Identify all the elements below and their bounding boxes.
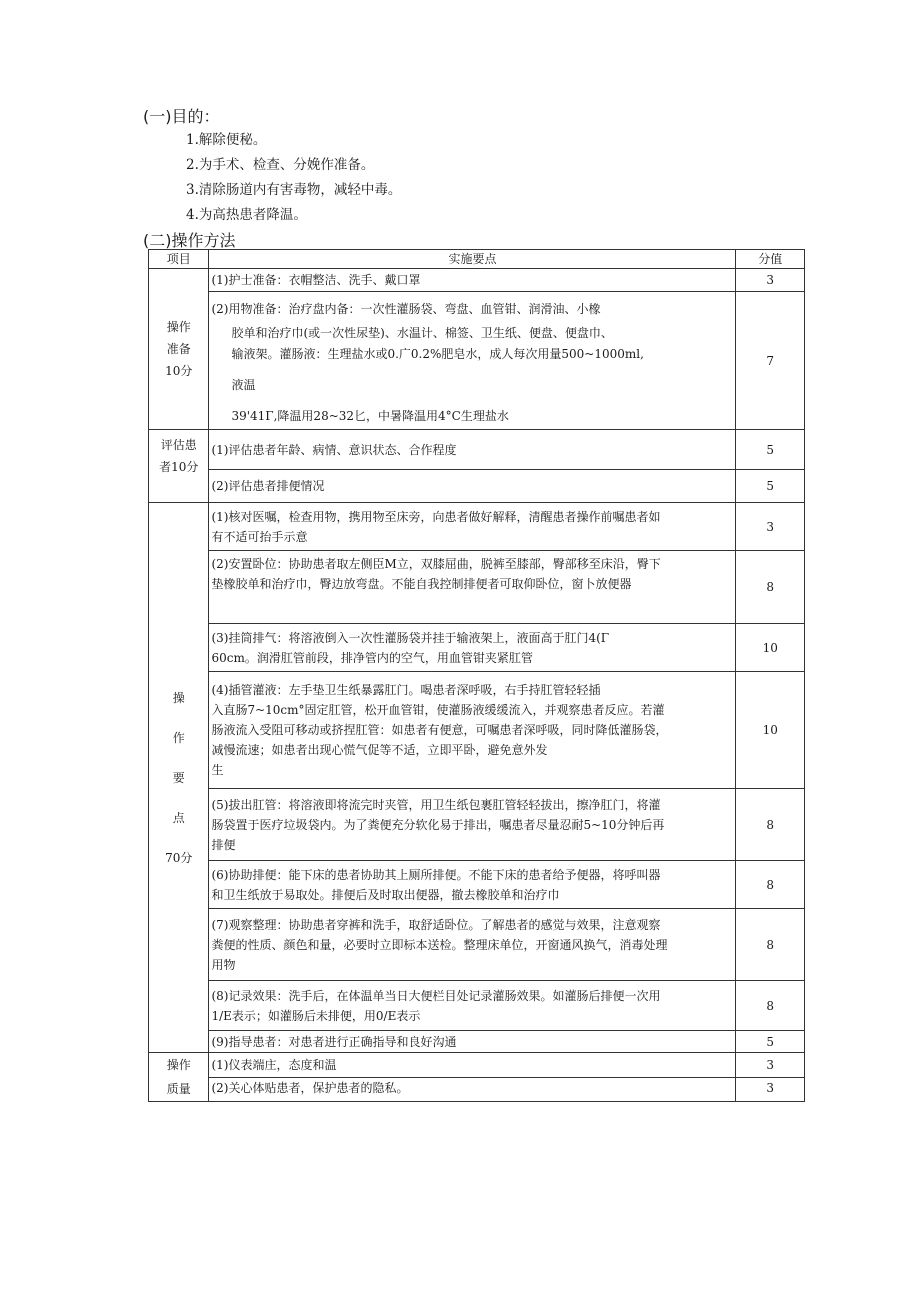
- table-row: [149, 1053, 805, 1078]
- point-text: (1)评估患者年龄、病情、意识状态、合作程度: [209, 430, 736, 470]
- scoring-table: [148, 249, 805, 1102]
- score-value: 3: [736, 503, 805, 551]
- point-text: (3)挂筒排气：将溶液倒入一次性灌肠袋并挂于输液架上，液面高于肛门4(Γ 60cm。润滑肛管前段，排净管内的空气，用血管钳夹紧肛管: [209, 624, 736, 672]
- score-value: 3: [736, 1053, 805, 1078]
- table-row: [149, 430, 805, 470]
- table-row: [149, 981, 805, 1031]
- score-value: 8: [736, 981, 805, 1031]
- table-row: [149, 624, 805, 672]
- purpose-heading: (一)目的：: [143, 107, 220, 126]
- score-value: 8: [736, 861, 805, 909]
- table-row: [149, 909, 805, 981]
- purpose-item-1: 1.解除便秘。: [186, 132, 267, 148]
- point-text: (6)协助排便：能下床的患者协助其上厕所排便。不能下床的患者给予便器，将呼叫器 和卫生纸放于易取处。排便后及时取出便器，撤去橡胶单和治疗巾: [209, 861, 736, 909]
- score-value: 5: [736, 430, 805, 470]
- purpose-item-2: 2.为手术、检查、分娩作准备。: [186, 157, 375, 173]
- score-value: 8: [736, 551, 805, 624]
- purpose-item-3: 3.清除肠道内有害毒物，减轻中毒。: [186, 182, 402, 198]
- table-row: [149, 292, 805, 430]
- point-text: (2)评估患者排便情况: [209, 470, 736, 503]
- score-value: 3: [736, 269, 805, 292]
- purpose-item-4: 4.为高热患者降温。: [186, 207, 307, 223]
- score-value: 8: [736, 909, 805, 981]
- table-row: [149, 1031, 805, 1053]
- table-row: [149, 470, 805, 503]
- score-value: 5: [736, 470, 805, 503]
- point-text: (1)仪表端庄，态度和温: [209, 1053, 736, 1078]
- table-row: [149, 269, 805, 292]
- point-text: (1)护士准备：衣帽整洁、洗手、戴口罩: [209, 269, 736, 292]
- score-value: 8: [736, 789, 805, 861]
- score-value: 7: [736, 292, 805, 430]
- point-text: (2)安置卧位：协助患者取左侧臣M立，双膝屈曲，脱裤至膝部，臀部移至床沿，臀下 垫橡胶单和治疗巾，臀边放弯盘。不能自我控制排便者可取仰卧位，窗卜放便器: [209, 551, 736, 624]
- score-value: 5: [736, 1031, 805, 1053]
- point-text: (8)记录效果：洗手后，在体温单当日大便栏目处记录灌肠效果。如灌肠后排便一次用 1/E表示；如灌肠后未排便，用0/E表示: [209, 981, 736, 1031]
- section-label-assess: 评估患 者10分: [149, 430, 209, 503]
- header-score: 分值: [736, 250, 805, 269]
- table-row: [149, 672, 805, 789]
- section-label-prep: 操作 准备 10分: [149, 269, 209, 430]
- table-row: [149, 861, 805, 909]
- score-value: 10: [736, 672, 805, 789]
- table-row: [149, 503, 805, 551]
- table-row: [149, 551, 805, 624]
- header-item: 项目: [149, 250, 209, 269]
- score-value: 10: [736, 624, 805, 672]
- method-heading: (二)操作方法: [143, 231, 236, 250]
- table-row: [149, 1077, 805, 1102]
- section-label-ops: 操 作 要 点 70分: [149, 503, 209, 1053]
- point-text: (2)用物准备：治疗盘内备：一次性灌肠袋、弯盘、血管钳、润滑油、小橡 胶单和治疗巾(或一次性尿垫)、水温计、棉签、卫生纸、便盘、便盘巾、 输液架。灌肠液：生理盐水或0.广0.2%肥皂水，成人每次用量500~1000ml, 液温 39'41Γ,降温用28~32匕，中暑降温用4°C生理盐水: [209, 292, 736, 430]
- table-header-row: [149, 250, 805, 269]
- point-text: (1)核对医嘱，检查用物，携用物至床旁，向患者做好解释，清醒患者操作前嘱患者如 有不适可抬手示意: [209, 503, 736, 551]
- section-label-quality: 操作 质量: [149, 1053, 209, 1102]
- score-value: 3: [736, 1077, 805, 1102]
- header-points: 实施要点: [209, 250, 736, 269]
- point-text: (2)关心体贴患者，保护患者的隐私。: [209, 1077, 736, 1102]
- table-row: [149, 789, 805, 861]
- point-text: (9)指导患者：对患者进行正确指导和良好沟通: [209, 1031, 736, 1053]
- point-text: (5)拔出肛管：将溶液即将流完时夹管，用卫生纸包裹肛管轻轻拔出，擦净肛门，将灌 肠袋置于医疗垃圾袋内。为了粪便充分软化易于排出，嘱患者尽量忍耐5~10分钟后再 排便: [209, 789, 736, 861]
- point-text: (7)观察整理：协助患者穿裤和洗手，取舒适卧位。了解患者的感觉与效果，注意观察 粪便的性质、颜色和量，必要时立即标本送检。整理床单位，开窗通风换气，消毒处理 用物: [209, 909, 736, 981]
- point-text: (4)插管灌液：左手垫卫生纸暴露肛门。喝患者深呼吸，右手持肛管轻轻插 入直肠7~10cm°固定肛管，松开血管钳，使灌肠液缓缓流入，并观察患者反应。若灌 肠液流入受阻可移动或挤捏肛管：如患者有便意，可嘱患者深呼吸，同时降低灌肠袋， 减慢流速；如患者出现心慌气促等不适，立即平卧，避免意外发 生: [209, 672, 736, 789]
